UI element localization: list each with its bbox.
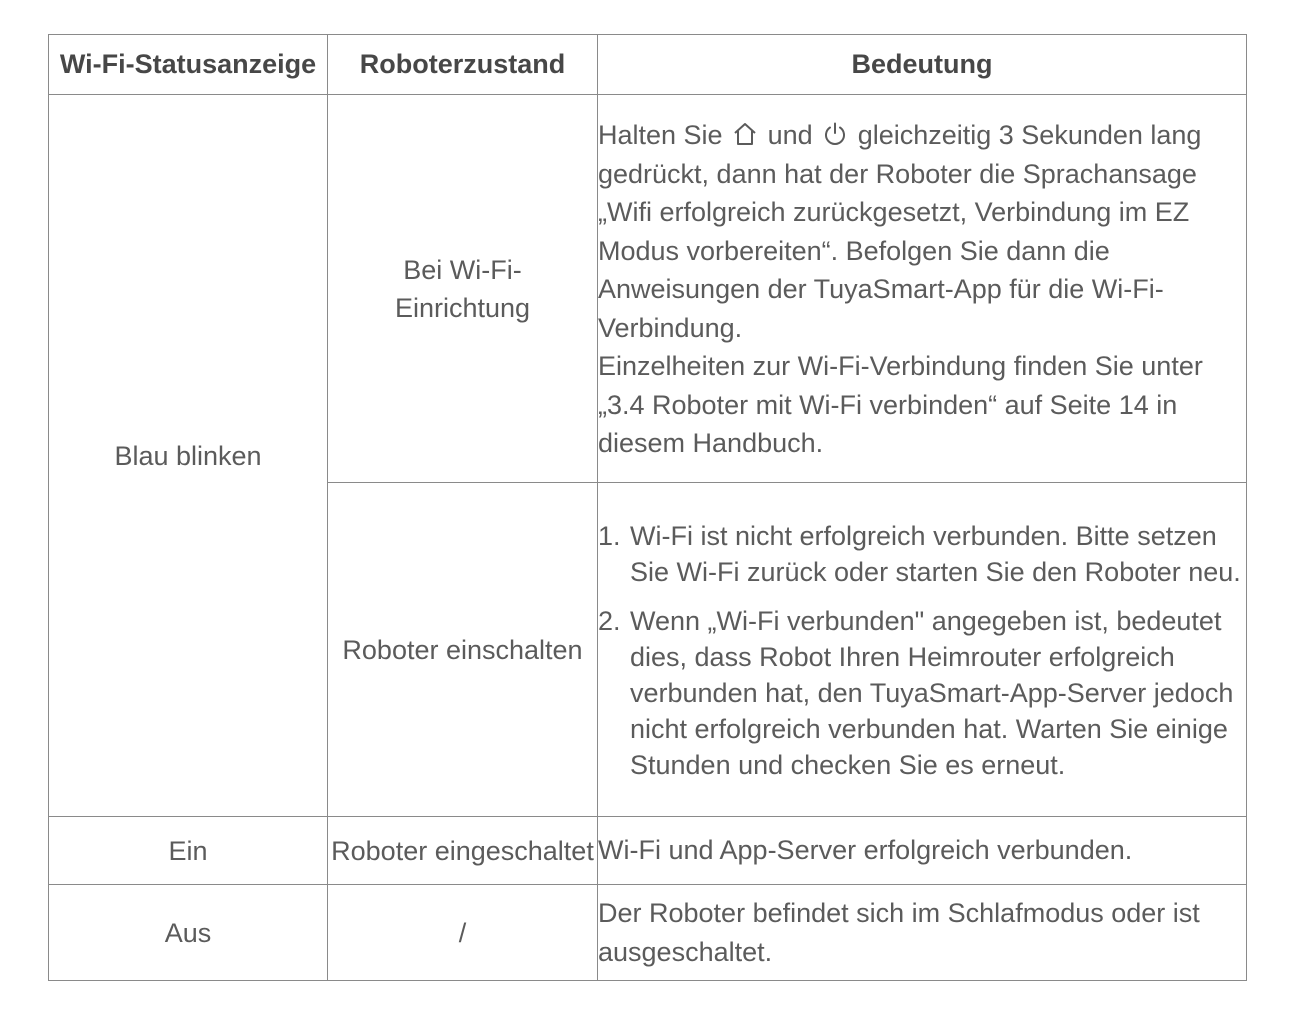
meaning-text: gleichzeitig 3 Sekunden lang gedrückt, dann hat der Roboter die Sprachansage „Wifi erfolgreich zurückgesetzt, Verbindung im EZ Modus vorbereiten“. Befolgen Sie dann die Anweisungen der TuyaSmart-App für die Wi-Fi-Verbindung. <box>598 120 1202 343</box>
home-icon <box>732 121 758 147</box>
step-number: 1. <box>598 520 621 551</box>
table-row <box>49 95 1247 483</box>
table-row <box>49 817 1247 885</box>
state-cell: Roboter eingeschaltet <box>328 817 598 885</box>
indicator-cell: Ein <box>49 817 328 885</box>
step-text: Wenn „Wi-Fi verbunden" angegeben ist, bedeutet dies, dass Robot Ihren Heimrouter erfolgreich verbunden hat, den TuyaSmart-App-Server jedoch nicht erfolgreich verbunden hat. Warten Sie einige Stunden und checken Sie es erneut. <box>630 605 1234 780</box>
table-row <box>49 885 1247 981</box>
list-item <box>598 518 1246 590</box>
list-item <box>598 603 1246 783</box>
meaning-cell <box>598 95 1247 483</box>
indicator-cell: Blau blinken <box>49 95 328 817</box>
header-meaning: Bedeutung <box>598 35 1247 95</box>
meaning-cell <box>598 483 1247 817</box>
meaning-paragraph: Einzelheiten zur Wi-Fi-Verbindung finden Sie unter „3.4 Roboter mit Wi-Fi verbinden“ auf Seite 14 in diesem Handbuch. <box>598 351 1203 459</box>
wifi-status-table <box>48 34 1247 981</box>
meaning-cell: Wi-Fi und App-Server erfolgreich verbunden. <box>598 817 1247 885</box>
steps-list <box>598 518 1246 783</box>
power-icon <box>822 121 848 147</box>
indicator-cell: Aus <box>49 885 328 981</box>
state-line: Bei Wi-Fi- <box>403 254 522 285</box>
step-number: 2. <box>598 605 621 636</box>
meaning-paragraph <box>598 116 1246 347</box>
state-cell: / <box>328 885 598 981</box>
meaning-text: und <box>767 120 813 151</box>
header-indicator: Wi-Fi-Statusanzeige <box>49 35 328 95</box>
state-cell: Roboter einschalten <box>328 483 598 817</box>
header-state: Roboterzustand <box>328 35 598 95</box>
state-cell <box>328 95 598 483</box>
meaning-cell: Der Roboter befindet sich im Schlafmodus oder ist ausgeschaltet. <box>598 885 1247 981</box>
step-text: Wi-Fi ist nicht erfolgreich verbunden. Bitte setzen Sie Wi-Fi zurück oder starten Sie den Roboter neu. <box>630 520 1241 587</box>
table-header-row <box>49 35 1247 95</box>
meaning-text: Halten Sie <box>598 120 723 151</box>
state-line: Einrichtung <box>394 292 531 323</box>
